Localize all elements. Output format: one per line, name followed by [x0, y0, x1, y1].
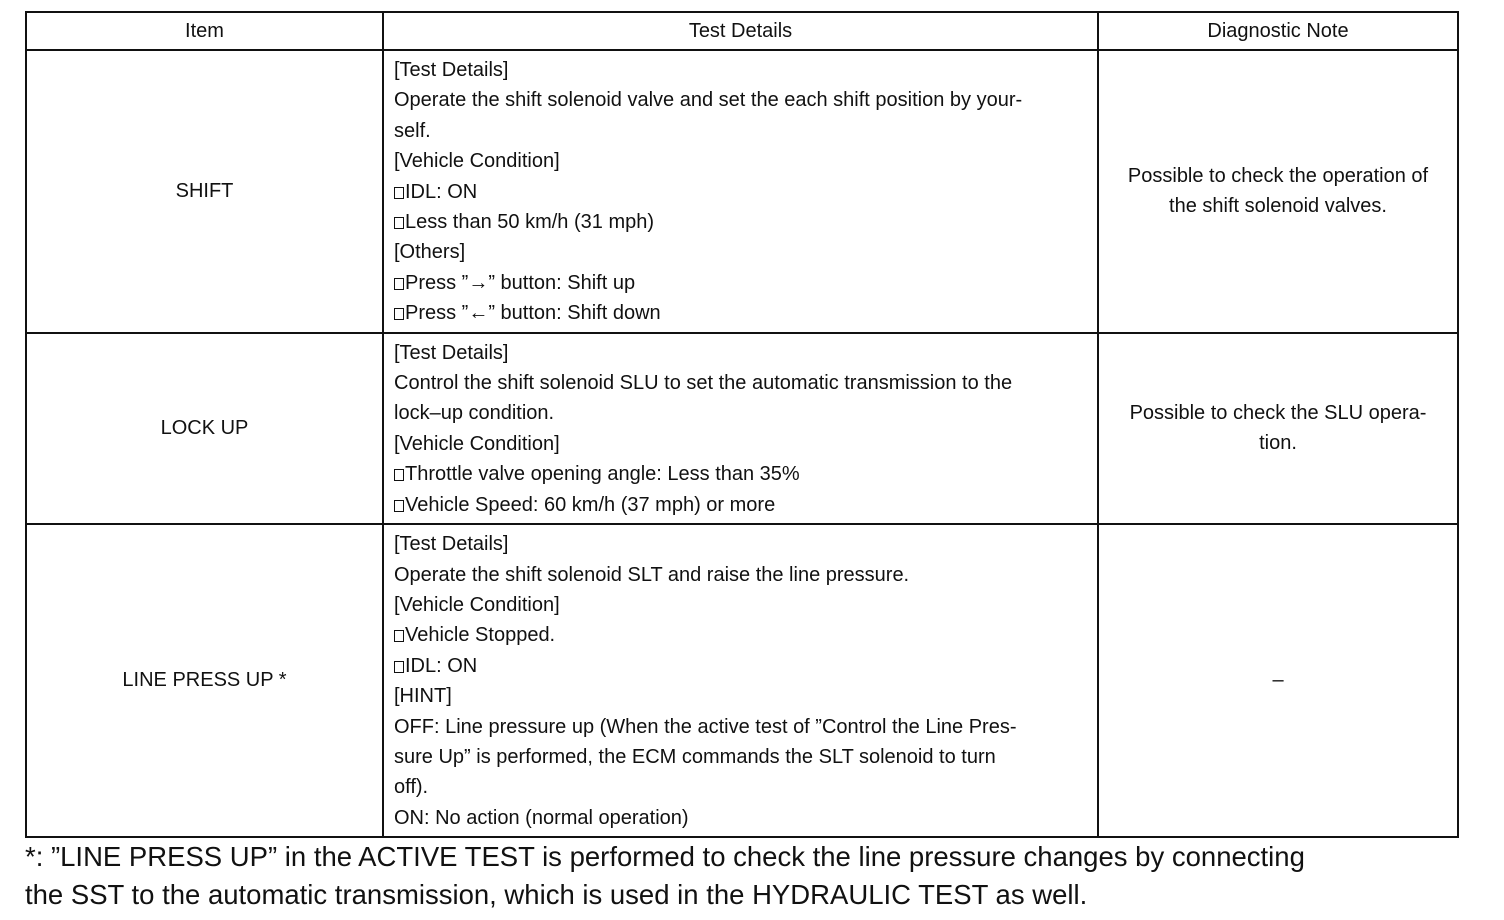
details-line: [Test Details]	[394, 533, 509, 556]
checklist-text: Less than 50 km/h (31 mph)	[405, 211, 655, 234]
details-line: lock–up condition.	[394, 402, 555, 425]
checklist-line	[394, 490, 1085, 520]
table-header-row	[26, 12, 1458, 50]
checkbox-square-icon	[394, 217, 404, 229]
footnote	[25, 838, 1465, 914]
checkbox-square-icon	[394, 308, 404, 320]
details-line: Operate the shift solenoid SLT and raise the line pressure.	[394, 563, 910, 586]
item-cell: LINE PRESS UP *	[26, 524, 383, 837]
checklist-line	[394, 620, 1085, 650]
checklist-line	[394, 459, 1085, 489]
checkbox-square-icon	[394, 661, 404, 673]
details-line: [Test Details]	[394, 59, 509, 81]
checkbox-square-icon	[394, 630, 404, 642]
active-test-table	[25, 11, 1459, 838]
note-line: Possible to check the operation of	[1127, 164, 1429, 187]
details-line: sure Up” is performed, the ECM commands the SLT solenoid to turn	[394, 745, 996, 768]
checklist-line	[394, 268, 1085, 298]
checklist-line	[394, 298, 1085, 328]
checkbox-square-icon	[394, 500, 404, 512]
checklist-text: Vehicle Stopped.	[405, 624, 556, 647]
details-line: [Vehicle Condition]	[394, 593, 560, 616]
table-row-shift	[26, 50, 1458, 333]
details-line: [Vehicle Condition]	[394, 150, 560, 173]
checklist-line	[394, 651, 1085, 681]
header-item: Item	[26, 12, 383, 50]
details-line: self.	[394, 119, 431, 142]
table-row-lock-up	[26, 333, 1458, 524]
table-row-line-press-up	[26, 524, 1458, 837]
checklist-line	[394, 177, 1085, 207]
checklist-text: Vehicle Speed: 60 km/h (37 mph) or more	[405, 493, 776, 516]
details-line: Control the shift solenoid SLU to set the automatic transmission to the	[394, 372, 1013, 395]
details-line: [Test Details]	[394, 341, 509, 364]
details-line: off).	[394, 776, 429, 799]
note-cell	[1098, 524, 1458, 837]
checklist-text: Press ”←” button: Shift down	[405, 302, 661, 325]
checklist-line	[394, 207, 1085, 237]
note-line: tion.	[1259, 432, 1297, 455]
note-cell	[1098, 50, 1458, 333]
note-cell	[1098, 333, 1458, 524]
item-cell: SHIFT	[26, 50, 383, 333]
details-line: ON: No action (normal operation)	[394, 806, 689, 829]
checkbox-square-icon	[394, 187, 404, 199]
details-line: [Vehicle Condition]	[394, 432, 560, 455]
note-line: the shift solenoid valves.	[1169, 195, 1387, 218]
footnote-line: the SST to the automatic transmission, which is used in the HYDRAULIC TEST as well.	[25, 879, 1088, 910]
note-line: Possible to check the SLU opera-	[1129, 401, 1427, 424]
header-diagnostic-note: Diagnostic Note	[1098, 12, 1458, 50]
details-line: [HINT]	[394, 685, 452, 708]
checklist-text: Throttle valve opening angle: Less than 35%	[405, 463, 800, 486]
details-line: OFF: Line pressure up (When the active test of ”Control the Line Pres-	[394, 715, 1017, 738]
details-cell	[383, 333, 1098, 524]
checkbox-square-icon	[394, 278, 404, 290]
note-line: –	[1272, 669, 1284, 692]
details-cell	[383, 50, 1098, 333]
checkbox-square-icon	[394, 469, 404, 481]
item-cell: LOCK UP	[26, 333, 383, 524]
checklist-text: Press ”→” button: Shift up	[405, 271, 636, 294]
checklist-text: IDL: ON	[405, 180, 478, 203]
details-line: [Others]	[394, 241, 466, 264]
header-test-details: Test Details	[383, 12, 1098, 50]
checklist-text: IDL: ON	[405, 654, 478, 677]
details-line: Operate the shift solenoid valve and set the each shift position by your-	[394, 89, 1023, 112]
details-cell	[383, 524, 1098, 837]
footnote-line: *: ”LINE PRESS UP” in the ACTIVE TEST is performed to check the line pressure changes by connecting	[25, 841, 1305, 872]
